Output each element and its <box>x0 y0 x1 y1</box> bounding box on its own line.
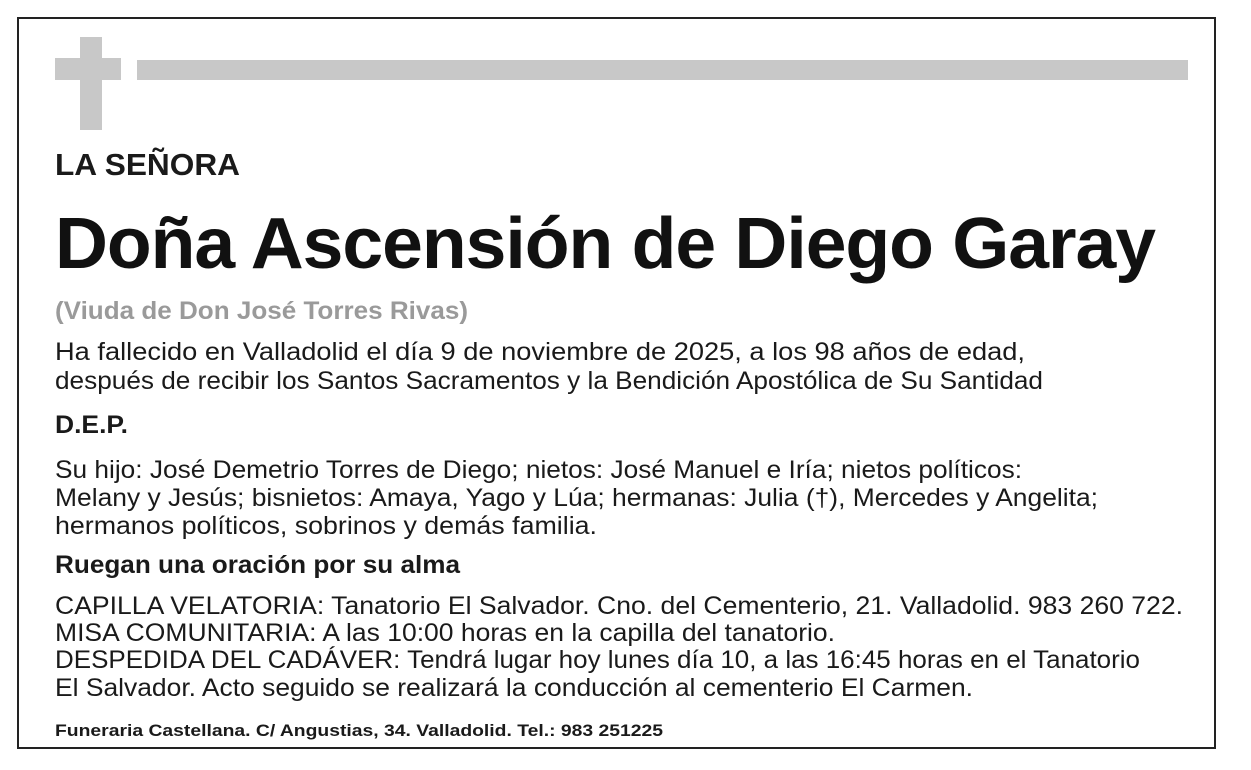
family-line: Su hijo: José Demetrio Torres de Diego; nietos: José Manuel e Iría; nietos políticos: <box>55 456 1022 484</box>
subtitle: (Viuda de Don José Torres Rivas) <box>55 297 469 325</box>
detail-line: MISA COMUNITARIA: A las 10:00 horas en la capilla del tanatorio. <box>55 619 835 647</box>
detail-line: El Salvador. Acto seguido se realizará la conducción al cementerio El Carmen. <box>55 674 973 702</box>
deceased-name: Doña Ascensión de Diego Garay <box>55 204 1155 284</box>
heading: LA SEÑORA <box>55 147 240 182</box>
cross-icon <box>80 37 102 130</box>
prayer-request: Ruegan una oración por su alma <box>55 551 460 579</box>
announcement-line: después de recibir los Santos Sacramentos y la Bendición Apostólica de Su Santidad <box>55 367 1043 395</box>
header-bar <box>137 60 1188 80</box>
detail-line: DESPEDIDA DEL CADÁVER: Tendrá lugar hoy lunes día 10, a las 16:45 horas en el Tanatorio <box>55 646 1140 674</box>
cross-icon-arm <box>55 58 121 80</box>
family-line: Melany y Jesús; bisnietos: Amaya, Yago y Lúa; hermanas: Julia (†), Mercedes y Angelita; <box>55 484 1098 512</box>
dep: D.E.P. <box>55 411 128 439</box>
announcement-line: Ha fallecido en Valladolid el día 9 de noviembre de 2025, a los 98 años de edad, <box>55 338 1025 366</box>
funeral-home-footer: Funeraria Castellana. C/ Angustias, 34. Valladolid. Tel.: 983 251225 <box>55 721 663 740</box>
family-line: hermanos políticos, sobrinos y demás familia. <box>55 512 597 540</box>
detail-line: CAPILLA VELATORIA: Tanatorio El Salvador. Cno. del Cementerio, 21. Valladolid. 983 260 722. <box>55 592 1183 620</box>
